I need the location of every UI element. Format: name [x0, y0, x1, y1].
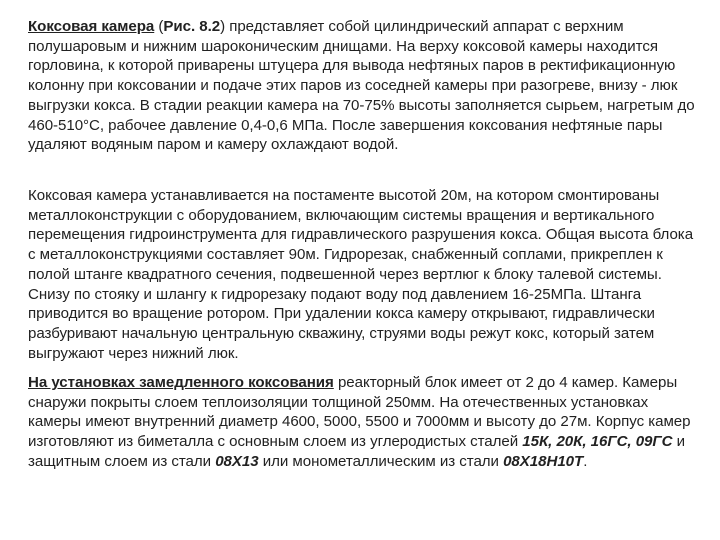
steel-grade-protective: 08Х13 — [215, 452, 259, 470]
text-segment: ( — [154, 18, 164, 35]
text-segment: или монометаллическим из стали — [258, 452, 504, 470]
term-coke-chamber: Коксовая камера — [28, 18, 155, 35]
steel-grade-mono: 08Х18Н10Т — [503, 452, 584, 470]
text-segment: и защитным слоем из стали — [28, 433, 685, 470]
steel-grades-base: 15К, 20К, 16ГС, 09ГС — [522, 433, 673, 451]
paragraph-coke-chamber-description — [28, 17, 698, 155]
paragraph-delayed-coking-units — [28, 373, 698, 472]
paragraph-chamber-installation: Коксовая камера устанавливается на постаменте высотой 20м, на котором смонтированы металлоконструкции с оборудованием, включающим системы вращения и вертикального перемещения гидроинструмента для гидравлического разрушения кокса. Общая высота блока с металлоконструкциями составляет 90м. Гидрорезак, снабженный соплами, прикреплен к полой штанге квадратного сечения, подвешенной через вертлюг к блоку талевой системы. Снизу по стояку и шлангу к гидрорезаку подают воду под давлением 16-25МПа. Штанга приводится во вращение ротором. При удалении кокса камеру открывают, гидравлически разбуривают начальную центральную скважину, струями воды режут кокс, который затем выгружают через нижний люк. — [28, 187, 694, 362]
term-delayed-coking: На установках замедленного коксования — [28, 374, 334, 391]
text-segment: . — [583, 452, 588, 470]
text-segment: реакторный блок имеет от 2 до 4 камер. Камеры снаружи покрыты слоем теплоизоляции толщиной 250мм. На отечественных установках камеры имеют внутренний диаметр 4600, 5000, 5500 и 7000мм и высоту до 27м. Корпус камер изготовляют из биметалла с основным слоем из углеродистых сталей — [28, 374, 691, 451]
figure-reference: Рис. 8.2 — [163, 18, 221, 35]
text-segment: ) представляет собой цилиндрический аппарат с верхним полушаровым и нижним шароконическим днищами. На верху коксовой камеры находится горловина, к которой приварены штуцера для вывода нефтяных паров в ректификационную колонну при коксовании и подаче этих паров из соседней камеры при разогреве, внизу - люк выгрузки кокса. В стадии реакции камера на 70-75% высоты заполняется сырьем, нагретым до 460-510°С, рабочее давление 0,4-0,6 МПа. После завершения коксования нефтяные пары удаляют водяным паром и камеру охлаждают водой. — [28, 18, 695, 154]
